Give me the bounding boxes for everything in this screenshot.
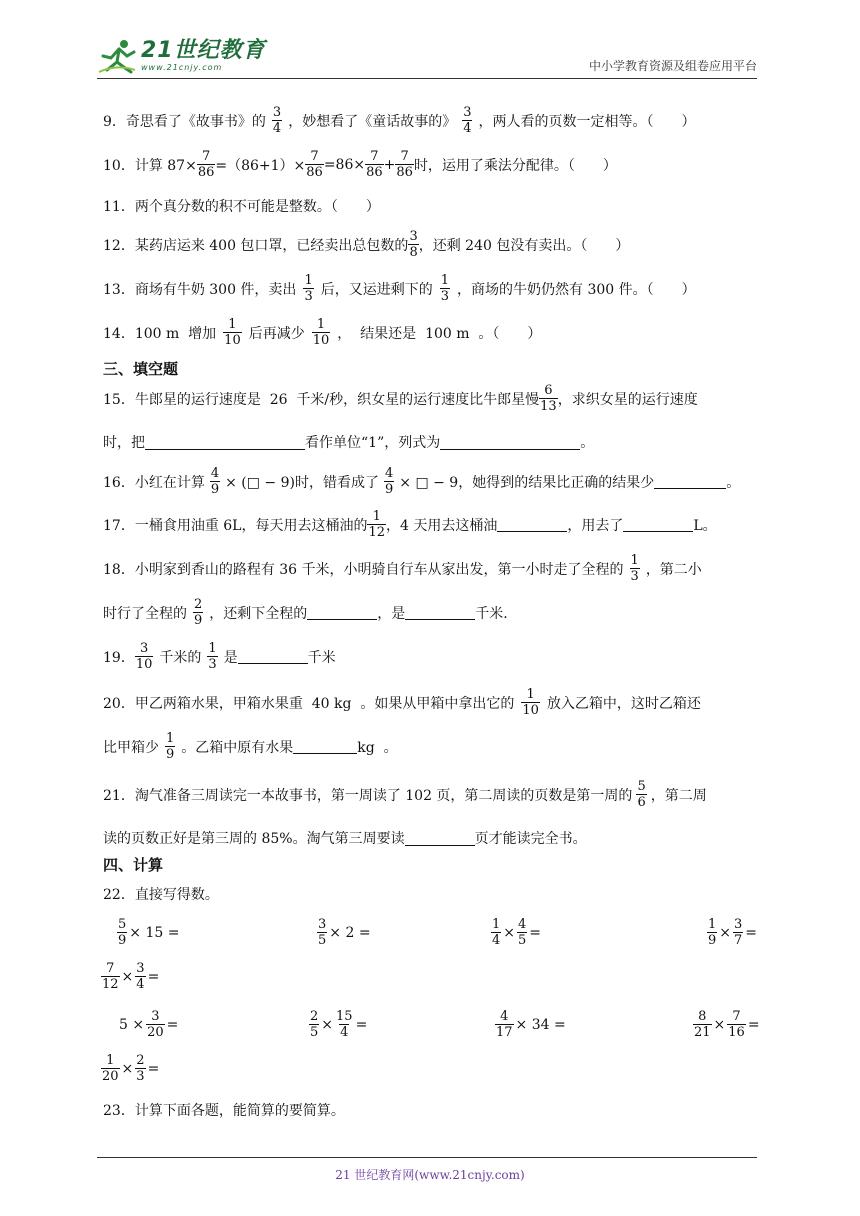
c5-num-2: 3 — [136, 961, 145, 976]
c9-den-1: 21 — [694, 1025, 711, 1040]
q16-f2-den: 9 — [384, 482, 394, 497]
c6-text: = — [166, 1016, 179, 1033]
c7-den-2: 4 — [340, 1025, 349, 1040]
calc-item-7 — [309, 1010, 367, 1039]
q20-text-c: 比甲箱少 — [103, 739, 159, 756]
q17-f1-num: 1 — [372, 509, 381, 524]
q21-blank[interactable] — [405, 831, 475, 846]
calc-item-1 — [117, 918, 179, 947]
q19-f2-num: 1 — [208, 641, 217, 656]
question-18 — [103, 554, 702, 583]
q19-f2-den: 3 — [208, 657, 217, 672]
q21-text-a: 21．淘气准备三周读完一本故事书，第一周读了 102 页，第二周读的页数是第一周的 — [103, 787, 633, 804]
q23-text: 23．计算下面各题，能简算的要简算。 — [103, 1103, 345, 1119]
q20-text-d: 。乙箱中原有水果 — [181, 739, 294, 756]
q20-fraction-1 — [521, 688, 540, 717]
q22-text: 22．直接写得数。 — [103, 887, 219, 903]
q14-text-b: 后再减少 — [248, 325, 305, 342]
q12-f1-den: 8 — [409, 245, 418, 260]
q16-text-d: 。 — [726, 474, 741, 491]
q15-blank-1[interactable] — [145, 435, 305, 450]
c2-den: 5 — [318, 933, 327, 948]
q12-text-a: 12．某药店运来 400 包口罩，已经卖出总包数的 — [103, 237, 409, 254]
c3-fraction-1 — [491, 918, 501, 947]
c7-den-1: 5 — [310, 1025, 319, 1040]
c10-num-1: 1 — [106, 1053, 115, 1068]
calc-item-6 — [119, 1010, 178, 1039]
question-15-line-2 — [103, 432, 594, 452]
c2-text: × 2 = — [329, 924, 371, 941]
q10-text-c: =86× — [323, 156, 366, 173]
logo-url: www.21cnjy.com — [141, 63, 223, 72]
q14-f1-num: 1 — [228, 317, 237, 332]
q16-fraction-1 — [210, 467, 220, 496]
logo — [97, 38, 266, 74]
q13-fraction-2 — [440, 274, 450, 303]
q19-fraction-1 — [135, 642, 154, 671]
q13-text-b: 后，又运进剩下的 — [320, 281, 433, 298]
c10-den-1: 20 — [102, 1069, 119, 1084]
q18-blank-2[interactable] — [405, 605, 475, 620]
q18-fraction-1 — [630, 554, 640, 583]
c8-den: 17 — [496, 1025, 513, 1040]
c3-times: × — [503, 924, 516, 941]
q10-fraction-2 — [305, 150, 324, 179]
q19-fraction-2 — [207, 642, 217, 671]
calc-item-2 — [317, 918, 371, 947]
q10-fraction-4 — [395, 150, 414, 179]
c9-text: = — [747, 1016, 760, 1033]
c6-lead: 5 × — [119, 1016, 145, 1033]
q12-text-b: ，还剩 240 包没有卖出。（ ） — [418, 237, 630, 254]
q15-f1-den: 13 — [540, 399, 557, 414]
q15-f1-num: 6 — [544, 383, 553, 398]
q14-fraction-1 — [223, 318, 242, 347]
q17-text-a: 17．一桶食用油重 6L，每天用去这桶油的 — [103, 517, 368, 534]
c2-num: 3 — [318, 917, 327, 932]
c5-text: = — [147, 968, 160, 985]
q17-fraction-1 — [367, 510, 386, 539]
q14-f2-den: 10 — [312, 333, 330, 348]
q9-f2-num: 3 — [463, 105, 472, 120]
q9-f2-den: 4 — [463, 121, 472, 136]
q13-f2-num: 1 — [440, 273, 449, 288]
c4-times: × — [719, 924, 732, 941]
q10-fraction-1 — [197, 150, 216, 179]
q10-text-d: + — [383, 156, 396, 173]
q20-f1-den: 10 — [522, 703, 539, 718]
q14-text-c: ， 结果还是 100 m 。（ ） — [337, 325, 542, 342]
c5-times: × — [121, 968, 134, 985]
c7-num-1: 2 — [310, 1009, 319, 1024]
c5-num-1: 7 — [106, 961, 115, 976]
q10-text-b: =（86+1）× — [215, 157, 306, 174]
c9-fraction-1 — [693, 1010, 712, 1039]
q20-text-e: kg 。 — [357, 739, 398, 756]
q9-text-c: ，两人看的页数一定相等。（ ） — [478, 113, 696, 130]
section-3-title: 三、填空题 — [103, 360, 179, 378]
c8-num: 4 — [500, 1009, 509, 1024]
q18-text-e: ，是 — [377, 605, 406, 622]
c5-den-1: 12 — [102, 977, 119, 992]
q21-text-b: ，第二周 — [650, 787, 707, 804]
c6-fraction — [146, 1010, 165, 1039]
q9-fraction-1 — [272, 106, 282, 135]
q10-f2-den: 86 — [306, 165, 323, 180]
q15-text-b: ，求织女星的运行速度 — [557, 391, 698, 408]
q14-fraction-2 — [312, 318, 331, 347]
q13-fraction-1 — [303, 274, 313, 303]
q20-f1-num: 1 — [526, 687, 535, 702]
q10-f2-num: 7 — [310, 149, 319, 164]
q21-f1-num: 5 — [637, 779, 646, 794]
q16-f1-num: 4 — [210, 466, 220, 481]
q10-fraction-3 — [365, 150, 384, 179]
q9-text-a: 9．奇思看了《故事书》的 — [103, 113, 266, 130]
q16-blank[interactable] — [654, 474, 726, 489]
c1-fraction — [117, 918, 127, 947]
calc-item-4 — [707, 918, 757, 947]
question-19 — [103, 642, 336, 671]
c8-text: × 34 = — [515, 1016, 566, 1033]
c7-fraction-1 — [309, 1010, 319, 1039]
question-20-line-2 — [103, 732, 398, 761]
calc-item-3 — [491, 918, 541, 947]
q15-text-a: 15．牛郎星的运行速度是 26 千米/秒，织女星的运行速度比牛郎星慢 — [103, 391, 540, 408]
q20-text-b: 放入乙箱中，这时乙箱还 — [546, 695, 701, 712]
footer-divider — [97, 1157, 757, 1158]
q15-text-d: 看作单位“1”，列式为 — [305, 435, 441, 451]
c9-fraction-2 — [727, 1010, 746, 1039]
q17-f1-den: 12 — [368, 525, 386, 540]
q14-f1-den: 10 — [224, 333, 241, 348]
q18-f1-den: 3 — [630, 569, 639, 584]
q13-text-a: 13．商场有牛奶 300 件，卖出 — [103, 281, 297, 298]
q18-f1-num: 1 — [630, 553, 639, 568]
q12-f1-num: 3 — [409, 229, 418, 244]
q19-text-c: 是 — [223, 649, 238, 666]
calc-item-8 — [495, 1010, 566, 1039]
q16-text-b: × (□ − 9)时，错看成了 — [225, 474, 379, 491]
q11-text: 11．两个真分数的积不可能是整数。（ ） — [103, 199, 380, 215]
q15-fraction-1 — [539, 384, 558, 413]
c6-num: 3 — [151, 1009, 160, 1024]
question-16 — [103, 467, 740, 496]
q18-text-f: 千米. — [475, 605, 508, 622]
q9-f1-num: 3 — [272, 105, 282, 120]
c4-text: = — [745, 924, 758, 941]
c3-text: = — [529, 924, 542, 941]
q13-f2-den: 3 — [440, 289, 449, 304]
q17-text-d: L。 — [693, 517, 717, 534]
q20-f2-den: 9 — [166, 747, 175, 762]
c1-text: × 15 = — [129, 924, 180, 941]
calc-item-5 — [101, 962, 159, 991]
c8-fraction — [495, 1010, 514, 1039]
q18-text-a: 18．小明家到香山的路程有 36 千米，小明骑自行车从家出发，第一小时走了全程的 — [103, 561, 624, 578]
q12-fraction-1 — [408, 230, 418, 259]
q17-blank-2[interactable] — [623, 517, 693, 532]
c7-times: × — [321, 1016, 334, 1033]
question-14 — [103, 318, 541, 347]
q9-text-b: ，妙想看了《童话故事的》 — [288, 113, 457, 130]
question-13 — [103, 274, 696, 303]
c10-num-2: 2 — [136, 1053, 145, 1068]
c9-times: × — [713, 1016, 726, 1033]
c9-num-2: 7 — [732, 1009, 741, 1024]
page-header — [97, 36, 757, 79]
q21-fraction-1 — [636, 780, 646, 809]
q19-blank[interactable] — [238, 649, 308, 664]
q9-fraction-2 — [462, 106, 472, 135]
q10-f4-num: 7 — [400, 149, 409, 164]
q18-blank-1[interactable] — [307, 605, 377, 620]
q19-text-a: 19． — [103, 649, 135, 666]
q16-text-a: 16．小红在计算 — [103, 474, 205, 491]
c4-fraction-2 — [733, 918, 743, 947]
q15-text-e: 。 — [580, 435, 595, 451]
c9-num-1: 8 — [698, 1009, 707, 1024]
q14-text-a: 14．100 m 增加 — [103, 325, 217, 342]
q21-text-d: 页才能读完全书。 — [474, 831, 587, 847]
question-10 — [103, 150, 617, 179]
question-15 — [103, 384, 698, 413]
q17-text-b: ，4 天用去这桶油 — [386, 517, 498, 534]
q13-f1-den: 3 — [304, 289, 313, 304]
q19-text-d: 千米 — [307, 649, 336, 666]
c3-den-2: 5 — [518, 933, 527, 948]
footer-text: 21 世纪教育网(www.21cnjy.com) — [335, 1168, 525, 1182]
q20-text-a: 20．甲乙两箱水果，甲箱水果重 40 kg 。如果从甲箱中拿出它的 — [103, 695, 515, 712]
question-18-line-2 — [103, 598, 508, 627]
question-20 — [103, 688, 701, 717]
q16-text-c: × □ − 9，她得到的结果比正确的结果少 — [399, 474, 655, 491]
q15-text-c: 时，把 — [103, 435, 145, 451]
c9-den-2: 16 — [728, 1025, 745, 1040]
c5-fraction-2 — [135, 962, 145, 991]
c3-den-1: 4 — [492, 933, 501, 948]
q20-fraction-2 — [165, 732, 175, 761]
c3-fraction-2 — [517, 918, 527, 947]
q19-f1-den: 10 — [135, 657, 153, 672]
c10-times: × — [121, 1060, 134, 1077]
q20-blank[interactable] — [293, 739, 357, 754]
logo-title: 21世纪教育 — [141, 38, 266, 63]
question-9 — [103, 106, 695, 135]
section-4-title: 四、计算 — [103, 856, 164, 874]
q18-text-d: ，还剩下全程的 — [209, 605, 308, 622]
calc-item-10 — [101, 1054, 159, 1083]
c10-fraction-2 — [135, 1054, 145, 1083]
c6-den: 20 — [147, 1025, 164, 1040]
c4-den-1: 9 — [708, 933, 717, 948]
c3-num-2: 4 — [518, 917, 527, 932]
c4-den-2: 7 — [734, 933, 743, 948]
q18-f2-num: 2 — [194, 597, 203, 612]
c10-fraction-1 — [101, 1054, 120, 1083]
q10-text-e: 时，运用了乘法分配律。（ ） — [413, 157, 617, 174]
c1-num: 5 — [118, 917, 127, 932]
question-11 — [103, 196, 380, 216]
q9-f1-den: 4 — [272, 121, 282, 136]
q18-text-c: 时行了全程的 — [103, 605, 187, 622]
q17-text-c: ，用去了 — [567, 517, 624, 534]
q18-text-b: ，第二小 — [645, 561, 702, 578]
q18-fraction-2 — [193, 598, 203, 627]
runner-logo-icon — [97, 38, 137, 74]
q21-text-c: 读的页数正好是第三周的 85%。淘气第三周要读 — [103, 831, 405, 847]
question-23 — [103, 1100, 345, 1120]
q19-f1-num: 3 — [139, 641, 149, 656]
q10-f3-den: 86 — [366, 165, 383, 180]
c10-text: = — [147, 1060, 160, 1077]
q10-f3-num: 7 — [370, 149, 379, 164]
question-21 — [103, 780, 707, 809]
c7-text: = — [355, 1016, 368, 1033]
c4-num-1: 1 — [708, 917, 717, 932]
c4-fraction-1 — [707, 918, 717, 947]
q13-text-c: ，商场的牛奶仍然有 300 件。（ ） — [457, 281, 696, 298]
q10-text-a: 10．计算 87× — [103, 157, 197, 174]
c5-den-2: 4 — [136, 977, 145, 992]
q16-f2-num: 4 — [384, 466, 394, 481]
c4-num-2: 3 — [734, 917, 743, 932]
calc-item-9 — [693, 1010, 760, 1039]
q13-f1-num: 1 — [304, 273, 313, 288]
q20-f2-num: 1 — [166, 731, 175, 746]
q10-f1-num: 7 — [201, 149, 211, 164]
question-12 — [103, 230, 629, 259]
question-17 — [103, 510, 717, 539]
q16-fraction-2 — [384, 467, 394, 496]
question-22 — [103, 884, 219, 904]
c7-fraction-2 — [335, 1010, 354, 1039]
q10-f1-den: 86 — [197, 165, 215, 180]
q14-f2-num: 1 — [316, 317, 326, 332]
platform-name: 中小学教育资源及组卷应用平台 — [588, 59, 757, 73]
c10-den-2: 3 — [136, 1069, 145, 1084]
c5-fraction-1 — [101, 962, 120, 991]
q21-f1-den: 6 — [637, 795, 646, 810]
q15-blank-2[interactable] — [440, 435, 580, 450]
question-21-line-2 — [103, 828, 587, 848]
c1-den: 9 — [118, 933, 127, 948]
q16-f1-den: 9 — [210, 482, 220, 497]
c7-num-2: 15 — [336, 1009, 353, 1024]
q18-f2-den: 9 — [194, 613, 203, 628]
q19-text-b: 千米的 — [159, 649, 202, 666]
c3-num-1: 1 — [492, 917, 501, 932]
q17-blank-1[interactable] — [497, 517, 567, 532]
c2-fraction — [317, 918, 327, 947]
q10-f4-den: 86 — [396, 165, 413, 180]
